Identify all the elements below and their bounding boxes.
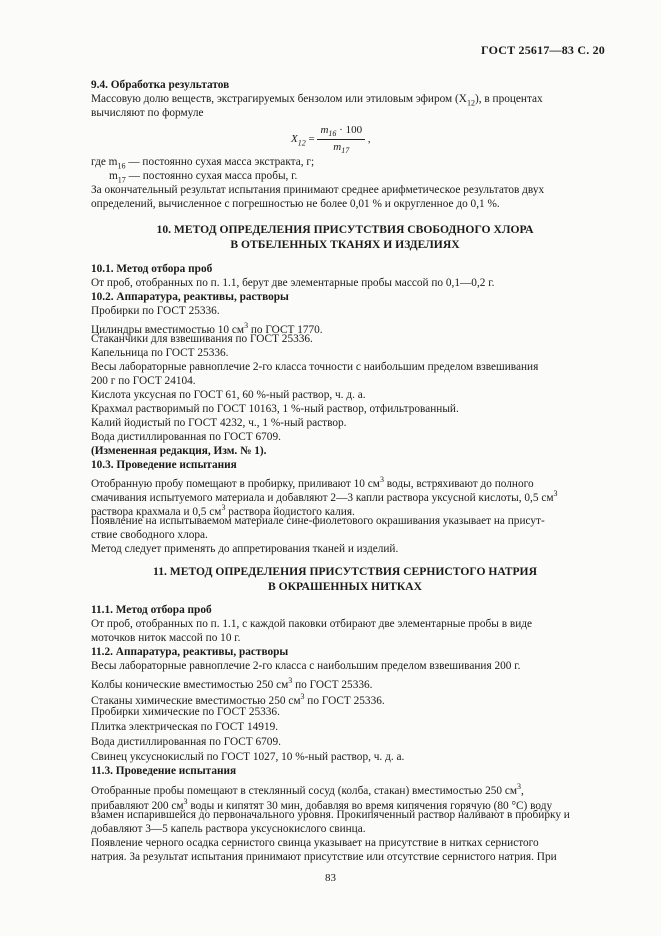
- s10-line-14: смачивания испытуемого материала и добавляют 2—3 капли раствора уксусной кислоты, 0,5 $см^3$: [91, 489, 558, 504]
- s11-line-14: Появление черного осадка сернистого свинца указывает на присутствие в нитках сернистого: [91, 837, 539, 849]
- formula-x12: $X_{12}$ = $\frac{m_{16} \cdot 100}{m_{17}}$ ,: [291, 124, 371, 156]
- s94-paragraph-3: определений, вычисленное с погрешностью не более 0,01 % и округленное до 0,1 %.: [91, 198, 500, 210]
- running-header: ГОСТ 25617—83 С. 20: [481, 43, 605, 57]
- s10-line-9: Крахмал растворимый по ГОСТ 10163, 1 %-ный раствор, отфильтрованный.: [91, 403, 459, 415]
- s11-line-8: Вода дистиллированная по ГОСТ 6709.: [91, 736, 281, 748]
- s11-line-10: Отобранные пробы помещают в стеклянный сосуд (колба, стакан) вместимостью 250 $см^3$,: [91, 782, 524, 797]
- s11-line-12: взамен испарившейся до первоначального уровня. Прокипяченный раствор наливают в пробирку и: [91, 809, 570, 821]
- s11-line-11: прибавляют 200 $см^3$ воды и кипятят 30 мин, добавляя во время кипячения горячую (80 °С) воду: [91, 797, 553, 812]
- s10-line-4: Стаканчики для взвешивания по ГОСТ 25336.: [91, 333, 313, 345]
- s10-line-11: Вода дистиллированная по ГОСТ 6709.: [91, 431, 281, 443]
- s94-where-1: где $m_{16}$ — постоянно сухая масса экстракта, г;: [91, 156, 315, 171]
- s10-line-16: Появление на испытываемом материале сине-фиолетового окрашивания указывает на присут-: [91, 515, 545, 527]
- section-11-title-2: В ОКРАШЕННЫХ НИТКАХ: [267, 580, 423, 593]
- s94-paragraph-1-cont: вычисляют по формуле: [91, 107, 204, 119]
- s10-line-8: Кислота уксусная по ГОСТ 61, 60 %-ный раствор, ч. д. а.: [91, 389, 366, 401]
- s10-amendment-note: (Измененная редакция, Изм. № 1).: [91, 445, 267, 457]
- s94-paragraph-1: Массовую долю веществ, экстрагируемых бензолом или этиловым эфиром $(X_{12})$, в процентах: [91, 93, 543, 108]
- section-10-1-heading: 10.1. Метод отбора проб: [91, 263, 213, 275]
- s10-line-10: Калий йодистый по ГОСТ 4232, ч., 1 %-ный раствор.: [91, 417, 347, 429]
- section-9-4-heading: 9.4. Обработка результатов: [91, 79, 230, 91]
- section-11-title-1: 11. МЕТОД ОПРЕДЕЛЕНИЯ ПРИСУТСТВИЯ СЕРНИСТОГО НАТРИЯ: [153, 565, 537, 578]
- s11-line-1: От проб, отобранных по п. 1.1, с каждой паковки отбирают две элементарные пробы в виде: [91, 618, 533, 630]
- section-10-3-heading: 10.3. Проведение испытания: [91, 459, 237, 471]
- s11-line-9: Свинец уксуснокислый по ГОСТ 1027, 10 %-ный раствор, ч. д. а.: [91, 751, 405, 763]
- s10-line-17: ствие свободного хлора.: [91, 529, 208, 541]
- s10-line-15: раствора крахмала и 0,5 $см^3$ раствора йодистого калия.: [91, 503, 355, 518]
- section-10-title-2: В ОТБЕЛЕННЫХ ТКАНЯХ И ИЗДЕЛИЯХ: [230, 238, 460, 251]
- s94-where-2: $m_{17}$ — постоянно сухая масса пробы, г.: [109, 170, 298, 185]
- s10-line-3: Цилиндры вместимостью 10 $см^3$ по ГОСТ 1770.: [91, 321, 323, 336]
- s11-line-7: Плитка электрическая по ГОСТ 14919.: [91, 721, 279, 733]
- section-11-1-heading: 11.1. Метод отбора проб: [91, 604, 212, 616]
- s11-line-2: моточков ниток массой по 10 г.: [91, 632, 241, 644]
- section-10-title-1: 10. МЕТОД ОПРЕДЕЛЕНИЯ ПРИСУТСТВИЯ СВОБОДНОГО ХЛОРА: [156, 223, 534, 236]
- s10-line-13: Отобранную пробу помещают в пробирку, приливают 10 $см^3$ воды, встряхивают до полного: [91, 475, 534, 490]
- section-11-3-heading: 11.3. Проведение испытания: [91, 765, 237, 777]
- s10-line-5: Капельница по ГОСТ 25336.: [91, 347, 229, 359]
- s10-line-2: Пробирки по ГОСТ 25336.: [91, 305, 220, 317]
- section-10-2-heading: 10.2. Аппаратура, реактивы, растворы: [91, 291, 289, 303]
- s11-line-13: добавляют 3—5 капель раствора уксуснокислого свинца.: [91, 823, 366, 835]
- page-number: 83: [325, 872, 336, 884]
- s94-paragraph-2: За окончательный результат испытания принимают среднее арифметическое результатов двух: [91, 184, 545, 196]
- s10-line-6: Весы лабораторные равноплечие 2-го класса точности с наибольшим пределом взвешивания: [91, 361, 539, 373]
- s11-line-6: Пробирки химические по ГОСТ 25336.: [91, 706, 280, 718]
- section-11-2-heading: 11.2. Аппаратура, реактивы, растворы: [91, 646, 289, 658]
- s10-line-1: От проб, отобранных по п. 1.1, берут две элементарные пробы массой по 0,1—0,2 г.: [91, 277, 495, 289]
- s11-line-4: Колбы конические вместимостью 250 $см^3$ по ГОСТ 25336.: [91, 676, 373, 691]
- s10-line-18: Метод следует применять до аппретирования тканей и изделий.: [91, 543, 399, 555]
- s10-line-7: 200 г по ГОСТ 24104.: [91, 375, 196, 387]
- s11-line-15: натрия. За результат испытания принимают присутствие или отсутствие сернистого натрия. При: [91, 851, 557, 863]
- s11-line-3: Весы лабораторные равноплечие 2-го класса с наибольшим пределом взвешивания 200 г.: [91, 660, 521, 672]
- s11-line-5: Стаканы химические вместимостью 250 $см^3$ по ГОСТ 25336.: [91, 692, 385, 707]
